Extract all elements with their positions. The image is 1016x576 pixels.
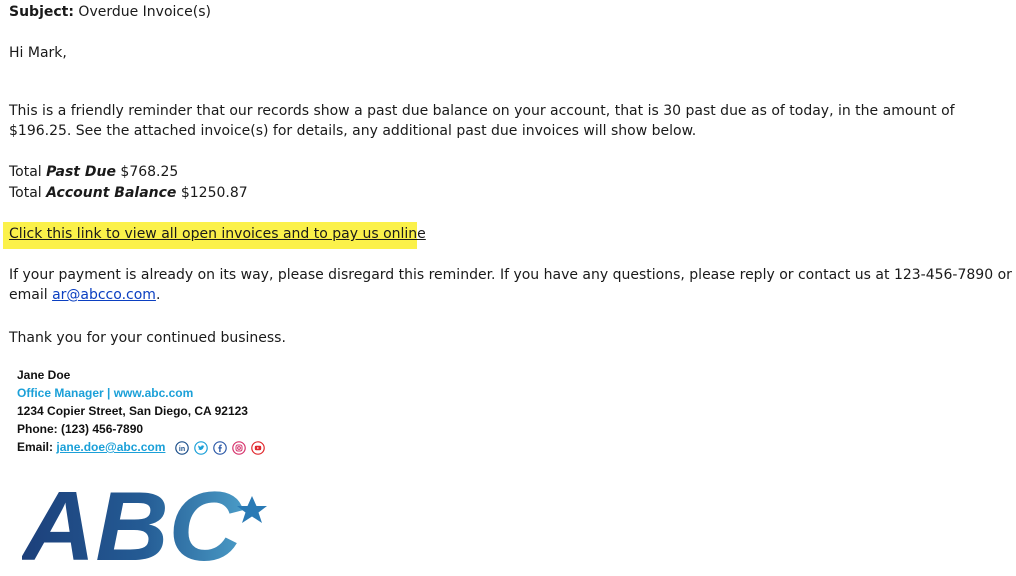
signature-address: 1234 Copier Street, San Diego, CA 92123 [17, 404, 248, 418]
signature-phone: Phone: (123) 456-7890 [17, 422, 144, 436]
social-icons [175, 441, 265, 455]
past-due-prefix: Total [9, 164, 42, 180]
account-balance-line [9, 183, 248, 203]
contact-email-link[interactable]: ar@abcco.com [52, 287, 156, 303]
email-signature [17, 366, 265, 456]
signature-name: Jane Doe [17, 368, 71, 382]
company-logo [22, 474, 274, 566]
reminder-paragraph: This is a friendly reminder that our records show a past due balance on your account, that is 30 past due as of today, in the amount of $196.25. See the attached invoice(s) for details, any additional past due invoices will show below. [9, 103, 955, 139]
disregard-paragraph [9, 265, 1014, 305]
thanks-line: Thank you for your continued business. [9, 330, 286, 346]
signature-title: Office Manager | www.abc.com [17, 386, 194, 400]
youtube-icon[interactable] [251, 441, 265, 455]
signature-email-row [17, 438, 265, 456]
svg-text:in: in [178, 445, 185, 453]
signature-email-label: Email: [17, 440, 54, 454]
greeting: Hi Mark, [9, 45, 67, 61]
subject-value: Overdue Invoice(s) [78, 4, 211, 20]
past-due-amount: $768.25 [120, 164, 179, 180]
disregard-text: If your payment is already on its way, please disregard this reminder. If you have any questions, please reply or contact us at 123-456-7890 or email [9, 267, 1012, 303]
twitter-icon[interactable] [194, 441, 208, 455]
abc-logo-image [22, 474, 274, 566]
subject-label: Subject: [9, 4, 74, 20]
past-due-label: Past Due [46, 164, 116, 180]
signature-email-link[interactable]: jane.doe@abc.com [56, 440, 166, 454]
account-balance-amount: $1250.87 [180, 185, 248, 201]
period: . [155, 287, 161, 303]
account-balance-label: Account Balance [46, 185, 177, 201]
past-due-line [9, 162, 178, 182]
subject-line [9, 2, 211, 22]
instagram-icon[interactable] [232, 441, 246, 455]
svg-text:ABC: ABC [22, 474, 244, 566]
pay-online-link[interactable]: Click this link to view all open invoices and to pay us online [9, 226, 426, 242]
facebook-icon[interactable] [213, 441, 227, 455]
linkedin-icon[interactable] [175, 441, 189, 455]
account-balance-prefix: Total [9, 185, 42, 201]
